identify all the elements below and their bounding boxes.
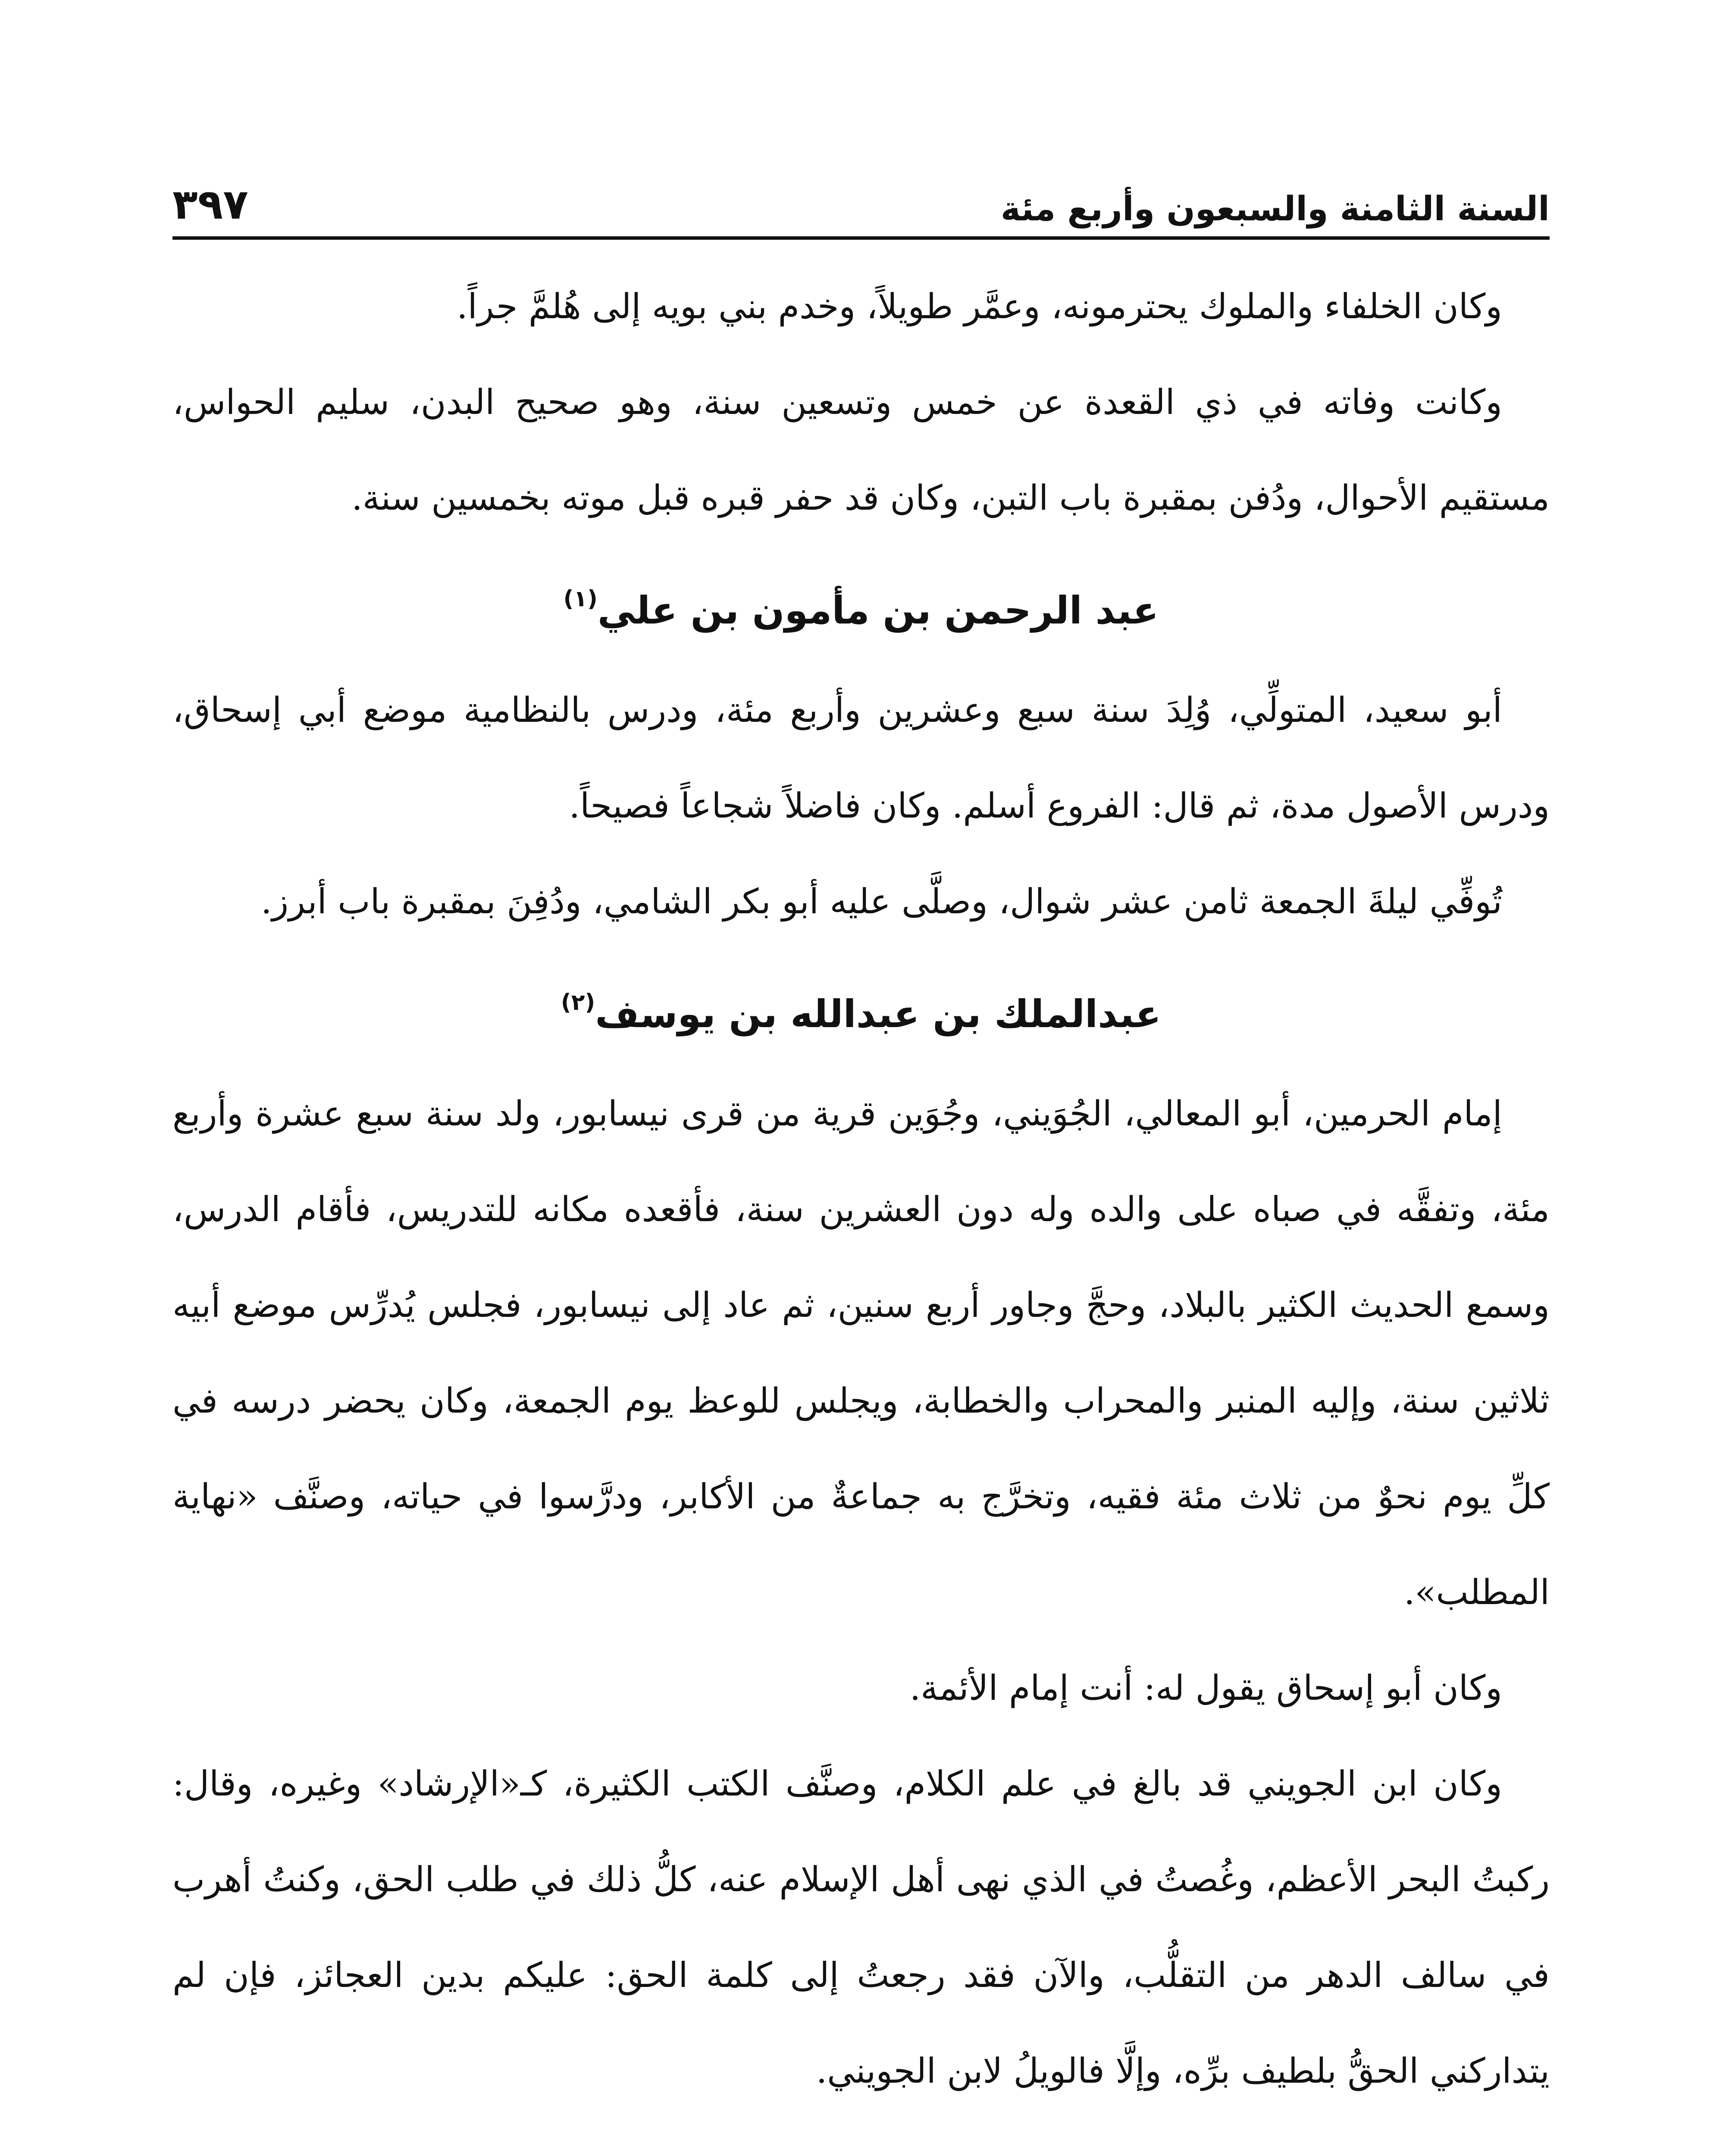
- biography-heading: [172, 967, 1550, 1062]
- paragraph: تُوفِّي ليلةَ الجمعة ثامن عشر شوال، وصلَّى عليه أبو بكر الشامي، ودُفِنَ بمقبرة باب أبرز.: [261, 881, 1502, 921]
- paragraph: وكان ابن الجويني قد بالغ في علم الكلام، وصنَّف الكتب الكثيرة، كـ«الإرشاد» وغيره، وقال: ركبتُ البحر الأعظم، وغُصتُ في الذي نهى أهل الإسلام عنه، كلُّ ذلك في طلب الحق، وكنتُ أهرب في سالف الدهر من التقلُّب، والآن فقد رجعتُ إلى كلمة الحق: عليكم بدين العجائز، فإن لم يتداركني الحقُّ بلطيف برِّه، وإلَّا فالويلُ لابن الجويني.: [172, 1764, 1550, 2091]
- header-rule: [172, 236, 1550, 240]
- footnote-marker: (١): [563, 586, 598, 612]
- paragraph: إمام الحرمين، أبو المعالي، الجُوَيني، وجُوَين قرية من قرى نيسابور، ولد سنة سبع عشرة وأربع مئة، وتفقَّه في صباه على والده وله دون العشرين سنة، فأقعده مكانه للتدريس، فأقام الدرس، وسمع الحديث الكثير بالبلاد، وحجَّ وجاور أربع سنين، ثم عاد إلى نيسابور، فجلس يُدرِّس موضع أبيه ثلاثين سنة، وإليه المنبر والمحراب والخطابة، ويجلس للوعظ يوم الجمعة، وكان يحضر درسه في كلِّ يوم نحوٌ من ثلاث مئة فقيه، وتخرَّج به جماعةٌ من الأكابر، ودرَّسوا في حياته، وصنَّف «نهاية المطلب».: [172, 1094, 1550, 1612]
- biography-heading: [172, 563, 1550, 658]
- running-header: [172, 142, 1550, 229]
- footnote-marker: (٢): [561, 989, 595, 1015]
- paragraph: أبو سعيد، المتولِّي، وُلِدَ سنة سبع وعشرين وأربع مئة، ودرس بالنظامية موضع أبي إسحاق، ودرس الأصول مدة، ثم قال: الفروع أسلم. وكان فاضلاً شجاعاً فصيحاً.: [172, 690, 1550, 826]
- paragraph: وكانت وفاته في ذي القعدة عن خمس وتسعين سنة، وهو صحيح البدن، سليم الحواس، مستقيم الأحوال، ودُفن بمقبرة باب التبن، وكان قد حفر قبره قبل موته بخمسين سنة.: [172, 382, 1550, 518]
- paragraph: وكان أبو إسحاق يقول له: أنت إمام الأئمة.: [909, 1668, 1502, 1708]
- paragraph: وكان الخلفاء والملوك يحترمونه، وعمَّر طويلاً، وخدم بني بويه إلى هُلمَّ جراً.: [457, 286, 1502, 326]
- heading-text: عبدالملك بن عبدالله بن يوسف: [595, 992, 1162, 1036]
- running-title: السنة الثامنة والسبعون وأربع مئة: [1000, 190, 1550, 229]
- heading-text: عبد الرحمن بن مأمون بن علي: [597, 588, 1159, 633]
- page-number: ٣٩٧: [172, 180, 248, 229]
- main-text: [172, 259, 1550, 2119]
